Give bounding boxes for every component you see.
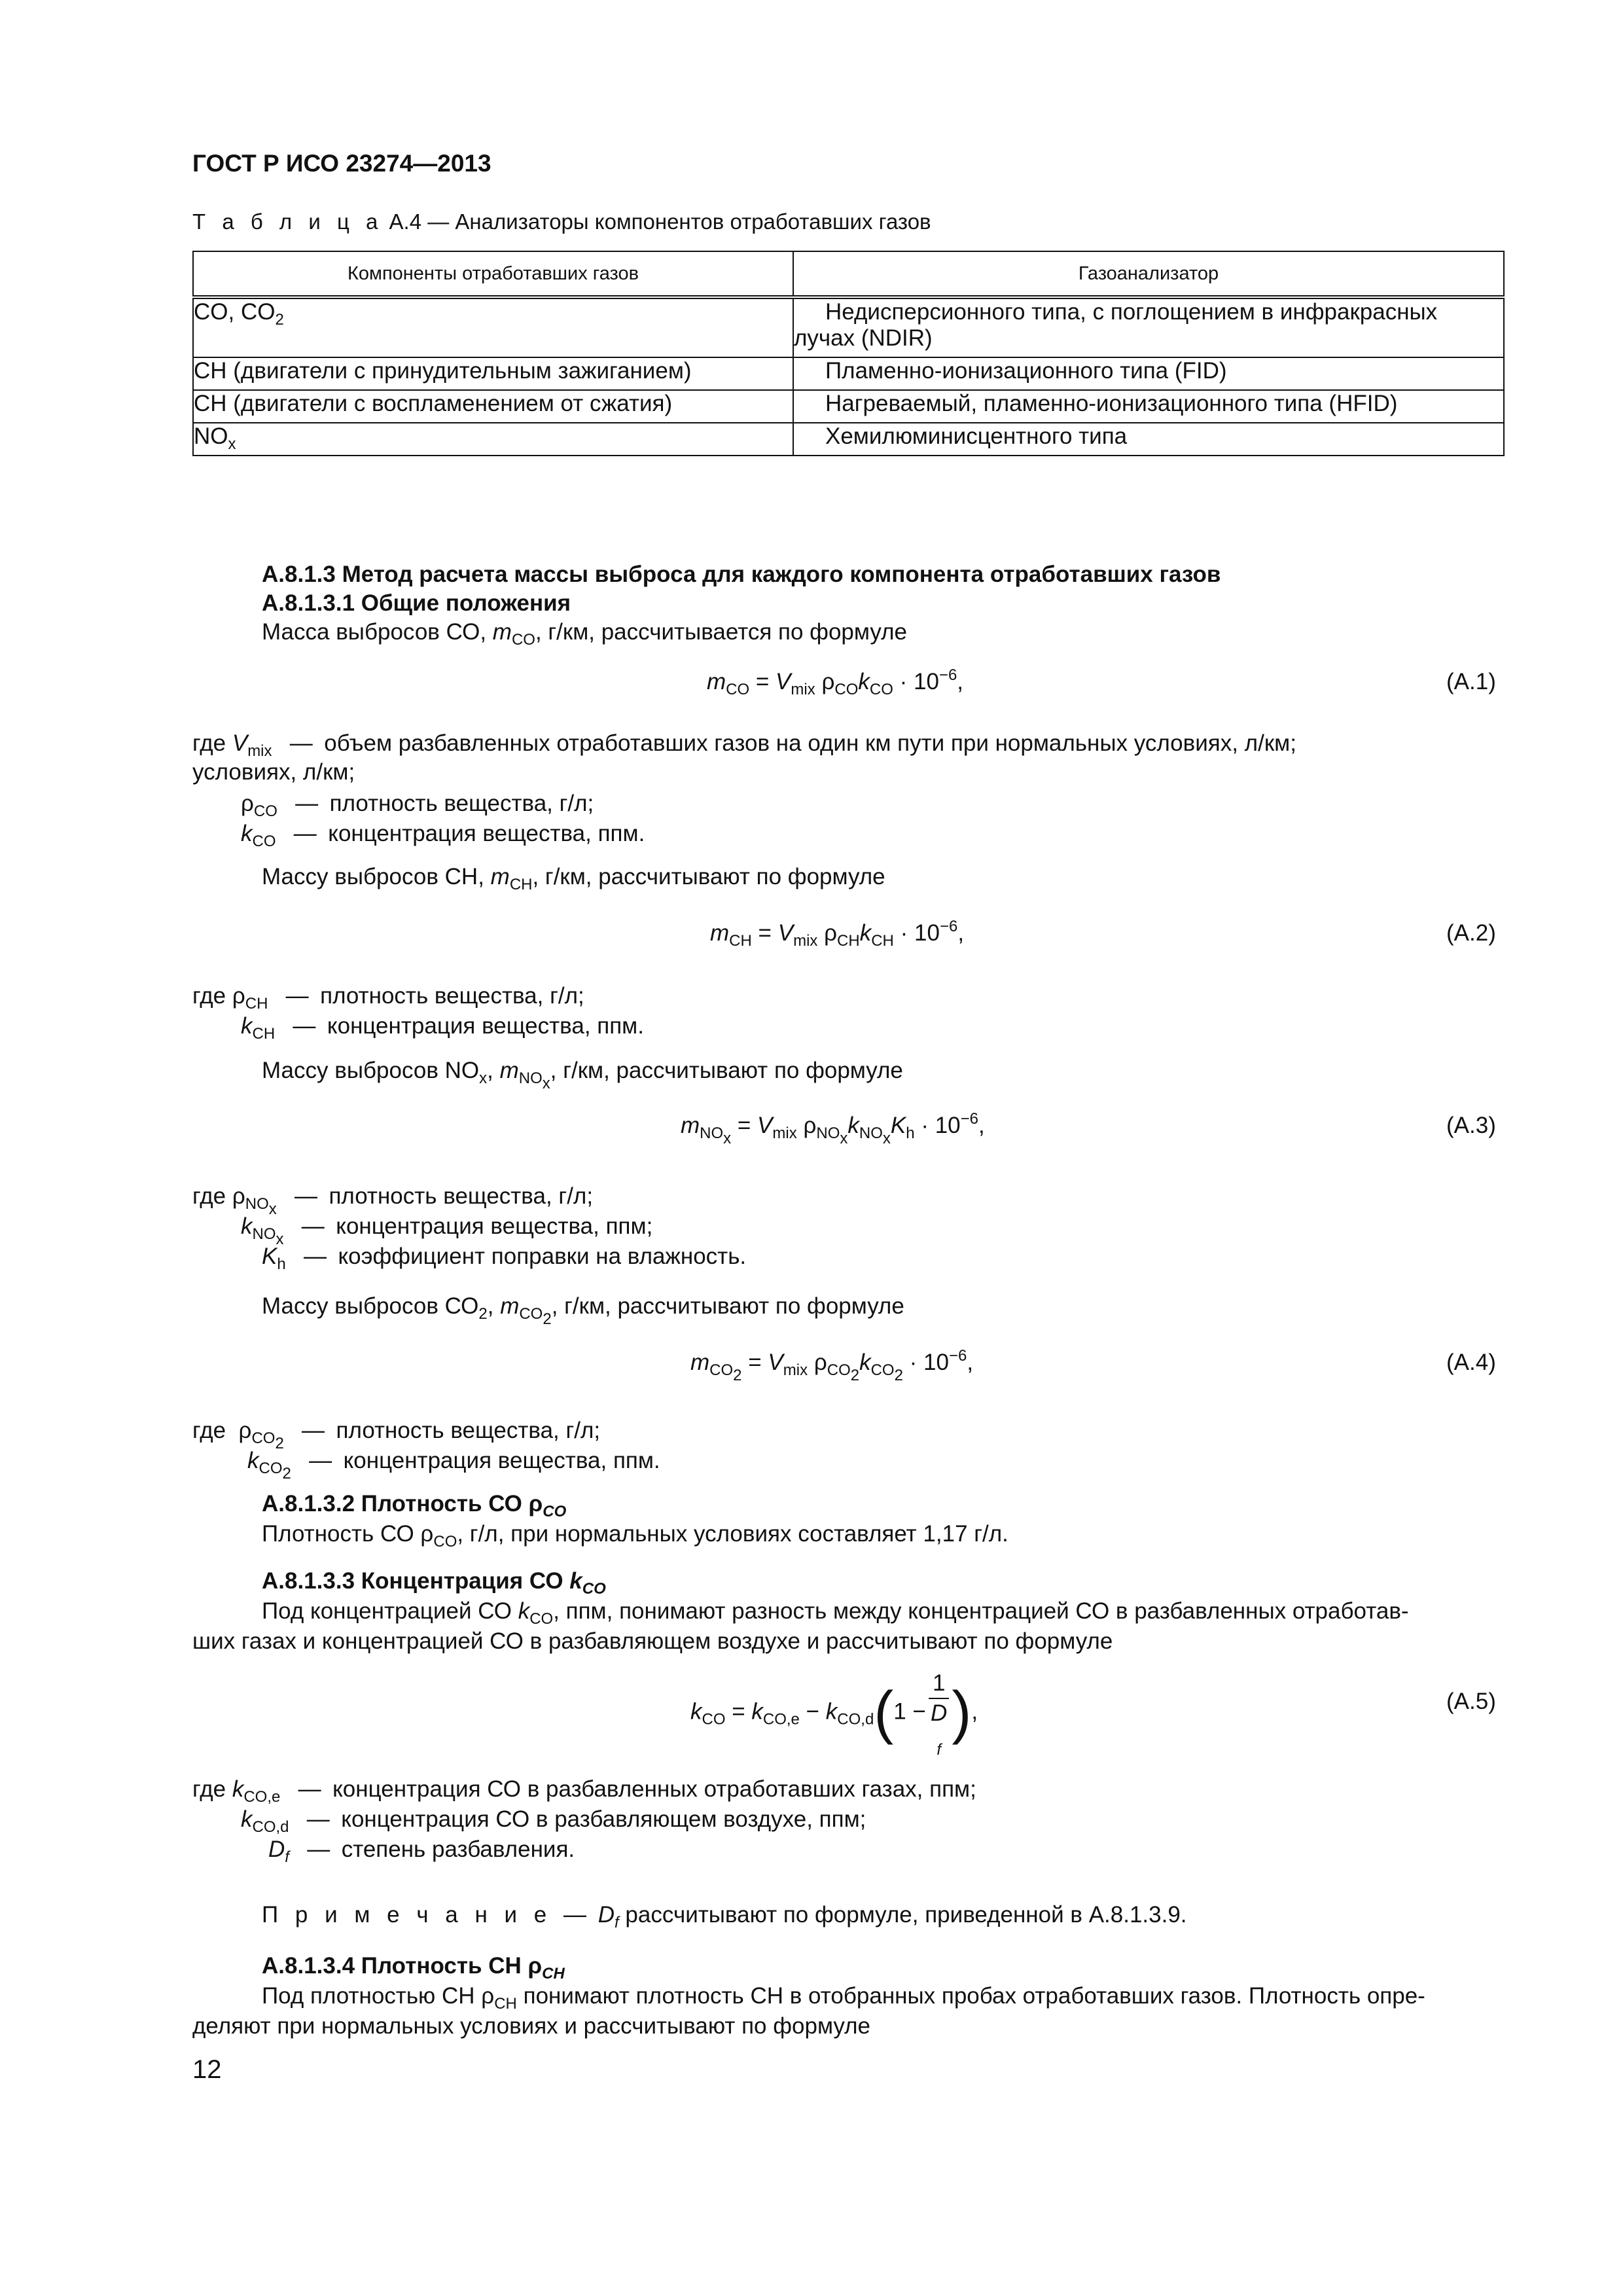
table-caption bbox=[192, 208, 931, 236]
analyzers-table bbox=[192, 251, 1505, 456]
equation-a2: $m_{CH} = V_{mix}$ $\rho_{CH}k_{CH} \cdot 10^{-6}$, bbox=[710, 918, 965, 950]
table-row bbox=[193, 357, 1504, 390]
where-k-co: $k_{CO}$ — концентрация вещества, ппм. bbox=[241, 821, 645, 850]
equation-a5: $k_{CO} = k_{CO,e} - k_{CO,d}(1$ − 1 D $_f$ ), bbox=[690, 1670, 978, 1759]
table-cell-component: CH (двигатели с воспламенением от сжатия) bbox=[193, 390, 793, 423]
table-cell-component: $NO_x$ bbox=[193, 423, 793, 456]
equation-number-a3: (А.3) bbox=[1446, 1113, 1496, 1138]
section-heading-a8-1-3-3: А.8.1.3.3 Концентрация СО $k_{CO}$ bbox=[262, 1568, 606, 1598]
where-df: $D_f$ — степень разбавления. bbox=[268, 1837, 575, 1866]
table-cell-analyzer: Хемилюминисцентного типа bbox=[793, 423, 1504, 456]
intro-co-text: Масса выбросов СО, $m_{CO}$, г/км, рассчитывается по формуле bbox=[262, 619, 907, 649]
co-conc-text-line2: ших газах и концентрацией СО в разбавляющем воздухе и рассчитывают по формуле bbox=[192, 1628, 1113, 1654]
page-number: 12 bbox=[192, 2055, 222, 2084]
standard-code: ГОСТ Р ИСО 23274—2013 bbox=[192, 150, 491, 177]
note: П р и м е ч а н и е — $D_f$ рассчитывают по формуле, приведенной в А.8.1.3.9. bbox=[262, 1902, 1187, 1931]
where-rho-nox: где $\rho_{NO_x}$ — плотность вещества, г/л; bbox=[192, 1183, 594, 1218]
intro-nox-text: Массу выбросов $NO_x$, $m_{NO_x}$, г/км, рассчитывают по формуле bbox=[262, 1058, 903, 1092]
where-k-nox: $k_{NO_x}$ — концентрация вещества, ппм; bbox=[241, 1213, 653, 1248]
intro-ch-text: Массу выбросов СН, $m_{CH}$, г/км, рассчитывают по формуле bbox=[262, 864, 885, 893]
ch-density-text-line2: деляют при нормальных условиях и рассчитывают по формуле bbox=[192, 2013, 871, 2039]
equation-number-a2: (А.2) bbox=[1446, 920, 1496, 946]
table-caption-text: А.4 — Анализаторы компонентов отработавших газов bbox=[389, 209, 931, 234]
table-caption-label: Т а б л и ц а bbox=[192, 209, 383, 234]
where-vmix-cont: условиях, л/км; bbox=[192, 759, 355, 785]
equation-number-a5: (А.5) bbox=[1446, 1689, 1496, 1714]
co-density-text: Плотность СО $\rho_{CO}$, г/л, при нормальных условиях составляет 1,17 г/л. bbox=[262, 1521, 1008, 1551]
table-cell-analyzer: Недисперсионного типа, с поглощением в инфракрасных лучах (NDIR) bbox=[793, 297, 1504, 357]
equation-a3: $m_{NO_x} = V_{mix}$ $\rho_{NO_x}k_{NO_x}K_h \cdot 10^{-6}$, bbox=[681, 1110, 985, 1147]
equation-number-a4: (А.4) bbox=[1446, 1350, 1496, 1375]
table-row bbox=[193, 297, 1504, 357]
ch-density-text-line1: Под плотностью СН $\rho_{CH}$ понимают плотность СН в отобранных пробах отработавших газов. Плотность опре- bbox=[262, 1983, 1425, 2013]
note-label: П р и м е ч а н и е — bbox=[262, 1902, 592, 1928]
table-cell-analyzer: Нагреваемый, пламенно-ионизационного типа (HFID) bbox=[793, 390, 1504, 423]
table-header-row bbox=[193, 251, 1504, 297]
equation-a4: $m_{CO_2} = V_{mix}$ $\rho_{CO_2}k_{CO_2} \cdot 10^{-6}$, bbox=[690, 1347, 974, 1384]
section-heading-a8-1-3-1: А.8.1.3.1 Общие положения bbox=[262, 590, 571, 616]
section-heading-a8-1-3: А.8.1.3 Метод расчета массы выброса для каждого компонента отработавших газов bbox=[262, 562, 1221, 587]
section-heading-a8-1-3-2: А.8.1.3.2 Плотность СО $\rho_{CO}$ bbox=[262, 1491, 567, 1520]
table-cell-component: CO, $CO_2$ bbox=[193, 297, 793, 357]
co-conc-text-line1: Под концентрацией СО $k_{CO}$, ппм, понимают разность между концентрацией СО в разбавленных отработав- bbox=[262, 1598, 1409, 1628]
where-rho-co2: где $\rho_{CO_2}$ — плотность вещества, г/л; bbox=[192, 1418, 601, 1452]
equation-number-a1: (А.1) bbox=[1446, 669, 1496, 694]
where-vmix: где $V_{mix}$ — объем разбавленных отработавших газов на один км пути при нормальных условиях, л/км; bbox=[192, 730, 1296, 760]
intro-co2-text: Массу выбросов $СО_2$, $m_{CO_2}$, г/км, рассчитывают по формуле bbox=[262, 1293, 904, 1328]
where-kco-d: $k_{CO,d}$ — концентрация СО в разбавляющем воздухе, ппм; bbox=[241, 1806, 866, 1836]
table-header-analyzer: Газоанализатор bbox=[793, 251, 1504, 297]
where-rho-co: $\rho_{CO}$ — плотность вещества, г/л; bbox=[241, 791, 594, 820]
table-cell-component: CH (двигатели с принудительным зажиганием) bbox=[193, 357, 793, 390]
where-kco-e: где $k_{CO,e}$ — концентрация СО в разбавленных отработавших газах, ппм; bbox=[192, 1776, 976, 1806]
where-kh: $K_h$ — коэффициент поправки на влажность. bbox=[262, 1244, 747, 1273]
where-rho-ch: где $\rho_{CH}$ — плотность вещества, г/л; bbox=[192, 983, 584, 1013]
table-header-components: Компоненты отработавших газов bbox=[193, 251, 793, 297]
section-heading-a8-1-3-4: А.8.1.3.4 Плотность СН $\rho_{CH}$ bbox=[262, 1953, 565, 1982]
where-k-co2: $k_{CO_2}$ — концентрация вещества, ппм. bbox=[247, 1448, 660, 1482]
table-cell-analyzer: Пламенно-ионизационного типа (FID) bbox=[793, 357, 1504, 390]
equation-a1: $m_{CO} = V_{mix}$ $\rho_{CO}k_{CO} \cdot 10^{-6}$, bbox=[707, 666, 964, 698]
table-row bbox=[193, 423, 1504, 456]
where-k-ch: $k_{CH}$ — концентрация вещества, ппм. bbox=[241, 1013, 644, 1043]
table-row bbox=[193, 390, 1504, 423]
note-text: рассчитывают по формуле, приведенной в А.8.1.3.9. bbox=[625, 1902, 1187, 1928]
